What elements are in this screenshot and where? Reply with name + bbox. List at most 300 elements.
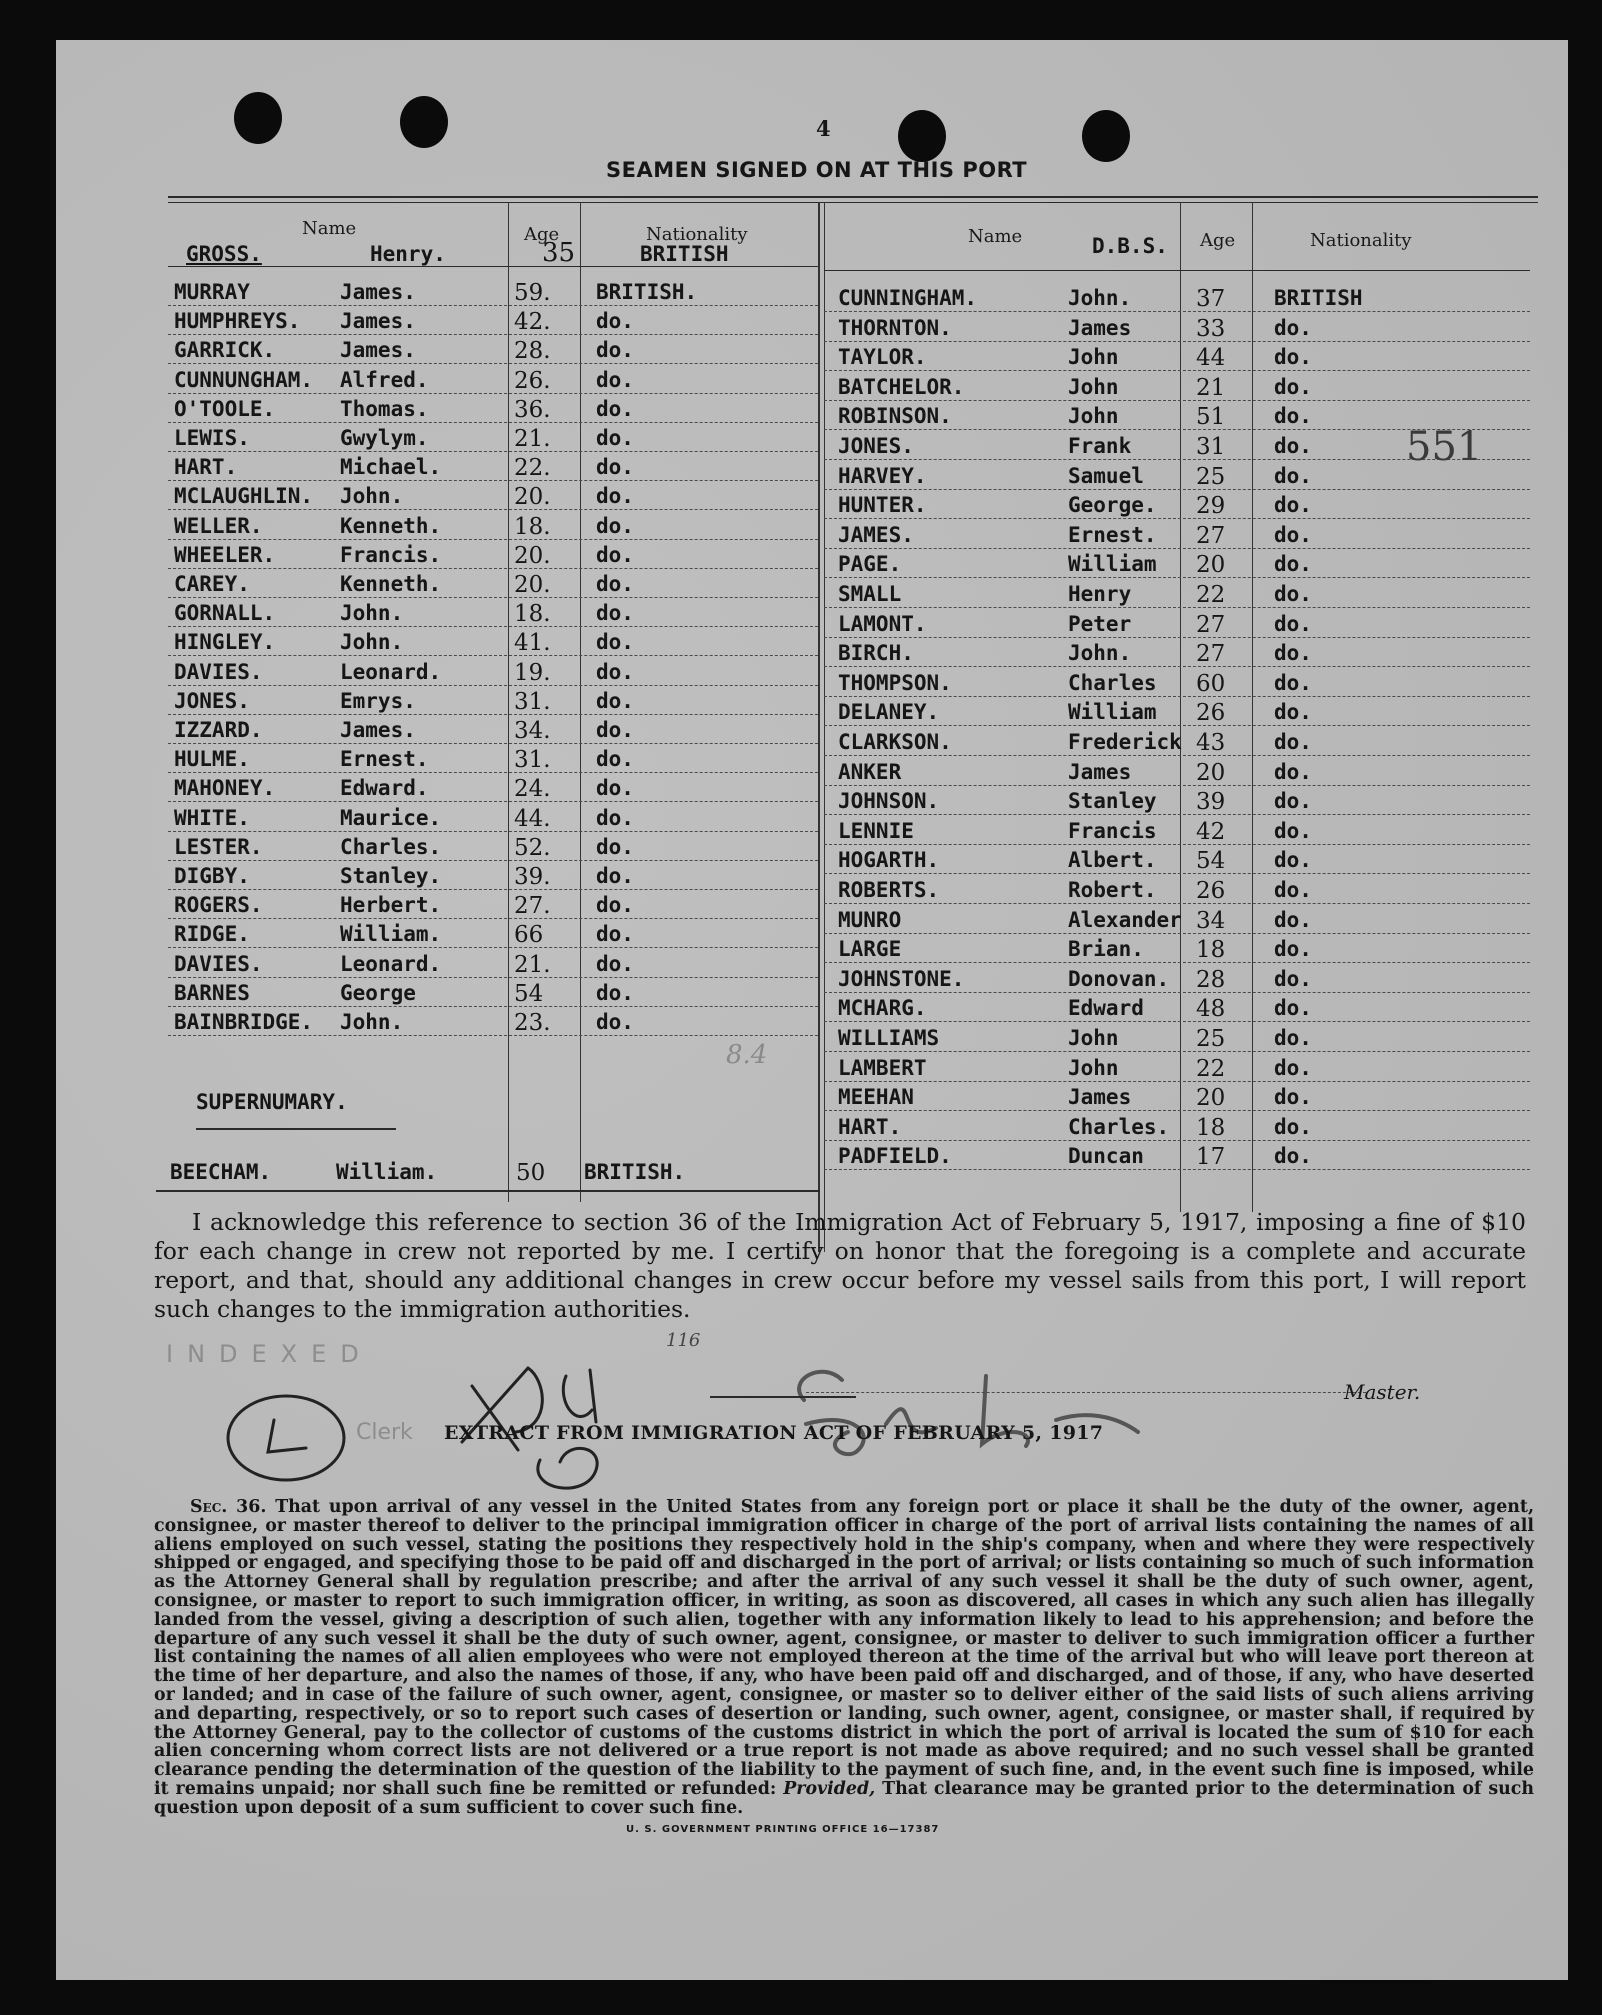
column-rule: [1252, 202, 1253, 1212]
nationality: do.: [596, 805, 634, 830]
row-rule: [168, 801, 818, 802]
punch-hole: [1082, 110, 1130, 162]
nationality: do.: [596, 601, 634, 626]
clerk-stamp: Clerk: [356, 1420, 413, 1445]
table-bottom-rule: [156, 1190, 820, 1192]
row-rule: [824, 1140, 1530, 1141]
given-name: William.: [340, 922, 442, 947]
column-rule: [508, 202, 509, 1202]
given-name: Michael.: [340, 455, 442, 480]
age: 54: [514, 980, 544, 1007]
row-rule: [824, 814, 1530, 815]
header-nationality: Nationality: [646, 224, 748, 245]
surname: ANKER: [838, 759, 902, 784]
punch-hole: [400, 96, 448, 148]
nationality: do.: [1274, 1026, 1312, 1050]
given-name: James.: [340, 338, 416, 363]
surname: MAHONEY.: [174, 776, 276, 801]
age: 59.: [514, 280, 551, 306]
surname: HARVEY.: [838, 463, 927, 488]
header-age: Age: [1200, 230, 1236, 251]
nationality: do.: [1274, 522, 1312, 547]
row-rule: [824, 577, 1530, 578]
given-name: John.: [1068, 641, 1132, 666]
row-rule: [824, 933, 1530, 934]
row-rule: [824, 518, 1530, 519]
given-name: Gwylym.: [340, 426, 429, 450]
header-age: Age: [524, 224, 560, 245]
age: 50: [516, 1160, 546, 1186]
surname: JOHNSON.: [838, 789, 940, 814]
nationality: do.: [596, 338, 634, 363]
row-rule: [824, 1051, 1530, 1052]
age: 24.: [514, 776, 551, 803]
row-rule: [168, 977, 818, 978]
signature-line: [710, 1396, 856, 1398]
row-rule: [168, 714, 818, 715]
given-name: John.: [340, 601, 404, 626]
row-rule: [824, 607, 1530, 608]
age: 19.: [514, 659, 551, 686]
section-body: That upon arrival of any vessel in the United States from any foreign port or place it shall be the duty of the owner, agent, consignee, or master thereof to deliver to the principal immigration officer in charge of the port of arrival lists containing the names of all aliens employed on such vessel, stating the positions they respectively hold in the ship's company, when and where they were respectively shipped or engaged, and specifying those to be paid off and discharged in the port of arrival; or lists containing so much of such information as the Attorney General shall by regulation prescribe; and after the arrival of any such vessel it shall be the duty of such owner, agent, consignee, or master to report to such immigration officer, in writing, as soon as discovered, all cases in which any such alien has illegally landed from the vessel, giving a description of such alien, together with any information likely to lead to his apprehension; and before the departure of any such vessel it shall be the duty of such owner, agent, consignee, or master to deliver to such immigration officer a further list containing the names of all alien employees who were not employed thereon at the time of the arrival but who will leave port thereon at the time of her departure, and also the names of those, if any, who have been paid off and discharged, and of those, if any, who have deserted or landed; and in case of the failure of such owner, agent, consignee, or master so to deliver either of the said lists of such aliens arriving and departing, respectively, or so to report such cases of desertion or landing, such owner, agent, consignee, or master shall, if required by the Attorney General, pay to the collector of customs of the customs district in which the port of arrival is located the sum of $10 for each alien concerning whom correct lists are not delivered or a true report is not made as above required; and no such vessel shall be granted clearance pending the determination of the question of the liability to the payment of such fine, and, in the event such fine is imposed, while it remains unpaid; nor shall such fine be remitted or refunded:: [154, 1497, 1535, 1799]
age: 28: [1196, 966, 1226, 993]
punch-hole: [234, 92, 282, 144]
given-name: Ernest.: [340, 747, 429, 772]
nationality: do.: [1274, 730, 1312, 754]
surname: BEECHAM.: [170, 1160, 272, 1184]
nationality: do.: [596, 426, 634, 450]
given-name: Duncan: [1068, 1144, 1144, 1169]
surname: WELLER.: [174, 513, 263, 538]
header-nationality: Nationality: [1310, 230, 1412, 251]
nationality: do.: [1274, 404, 1312, 429]
given-name: George.: [1068, 493, 1157, 518]
row-rule: [168, 393, 818, 394]
age: 39: [1196, 789, 1226, 816]
acknowledgement-body: I acknowledge this reference to section 36 of the Immigration Act of February 5, 1917, imposing a fine of $10 for each change in crew not reported by me. I certify on honor that the foregoing is a complete and accurate report, and that, should any additional changes in crew occur before my vessel sails from this port, I will report such changes to the immigration authorities.: [154, 1208, 1526, 1323]
surname: O'TOOLE.: [174, 396, 276, 421]
row-rule: [824, 755, 1530, 756]
nationality: do.: [596, 659, 634, 684]
surname: WHITE.: [174, 805, 250, 830]
surname: JONES.: [838, 434, 914, 458]
age: 44.: [514, 805, 551, 832]
nationality: do.: [596, 718, 634, 742]
given-name: Samuel: [1068, 463, 1144, 488]
nationality: do.: [596, 951, 634, 976]
row-rule: [168, 655, 818, 656]
row-rule: [168, 889, 818, 890]
given-name: James: [1068, 315, 1132, 340]
surname: MCHARG.: [838, 996, 927, 1021]
age: 28.: [514, 338, 551, 365]
age: 54: [1196, 848, 1226, 875]
row-rule: [168, 626, 818, 627]
nationality: do.: [1274, 878, 1312, 902]
age: 36.: [514, 396, 551, 423]
given-name: William: [1068, 552, 1157, 577]
age: 37: [1196, 286, 1226, 312]
age: 51: [1196, 404, 1226, 431]
given-name: Emrys.: [340, 688, 416, 713]
row-rule: [168, 947, 818, 948]
nationality: do.: [596, 864, 634, 888]
row-rule: [168, 451, 818, 452]
surname: GARRICK.: [174, 338, 276, 363]
age: 20: [1196, 759, 1226, 786]
stamp-letter: [268, 1420, 306, 1452]
nationality: do.: [596, 367, 634, 392]
surname: ROBINSON.: [838, 404, 952, 429]
surname: WILLIAMS: [838, 1026, 940, 1050]
surname: LEWIS.: [174, 426, 250, 450]
age: 22: [1196, 1055, 1226, 1082]
age: 66: [514, 922, 544, 949]
nationality: do.: [596, 396, 634, 421]
age: 18: [1196, 1114, 1226, 1141]
row-rule: [168, 568, 818, 569]
nationality: do.: [1274, 1085, 1312, 1110]
table-top-rule: [168, 202, 1538, 203]
nationality: do.: [1274, 1114, 1312, 1139]
surname: JOHNSTONE.: [838, 966, 965, 991]
age: 27.: [514, 893, 551, 920]
extract-title: EXTRACT FROM IMMIGRATION ACT OF FEBRUARY 5, 1917: [444, 1422, 1104, 1444]
age: 34.: [514, 718, 551, 744]
nationality: do.: [596, 776, 634, 801]
surname: DELANEY.: [838, 700, 940, 725]
age: 26: [1196, 700, 1226, 727]
age: 31: [1196, 434, 1226, 460]
nationality: do.: [596, 980, 634, 1005]
margin-note: 8.4: [726, 1040, 768, 1070]
surname: JAMES.: [838, 522, 914, 547]
given-name: John.: [340, 484, 404, 509]
nationality: do.: [1274, 670, 1312, 695]
surname: HUMPHREYS.: [174, 309, 301, 334]
nationality: do.: [596, 455, 634, 480]
row-rule: [168, 1035, 818, 1036]
row-rule: [824, 1110, 1530, 1111]
nationality: do.: [596, 688, 634, 713]
surname: PAGE.: [838, 552, 902, 577]
given-name: James.: [340, 309, 416, 334]
given-name: James: [1068, 759, 1132, 784]
given-name: Ernest.: [1068, 522, 1157, 547]
age: 43: [1196, 730, 1226, 756]
age: 44: [1196, 345, 1226, 372]
surname: MUNRO: [838, 907, 902, 932]
surname: MURRAY: [174, 280, 250, 304]
row-rule: [824, 548, 1530, 549]
age: 41.: [514, 630, 551, 657]
given-name: Thomas.: [340, 396, 429, 421]
given-name: Peter: [1068, 611, 1132, 636]
age: 31.: [514, 747, 551, 774]
given-name: William.: [336, 1160, 438, 1184]
row-rule: [168, 597, 818, 598]
given-name: James: [1068, 1085, 1132, 1110]
stamp-number: 551: [1406, 424, 1483, 470]
given-name: John.: [340, 630, 404, 655]
surname: LAMBERT: [838, 1055, 927, 1080]
nationality: do.: [596, 309, 634, 334]
nationality: do.: [596, 630, 634, 655]
nationality: do.: [1274, 434, 1312, 458]
age: 27: [1196, 611, 1226, 638]
given-name: Edward: [1068, 996, 1144, 1021]
printing-office-footer: U. S. GOVERNMENT PRINTING OFFICE 16—17387: [626, 1824, 940, 1835]
nationality: do.: [1274, 552, 1312, 577]
age: 26: [1196, 878, 1226, 904]
given-name: Donovan.: [1068, 966, 1170, 991]
age: 20: [1196, 1085, 1226, 1112]
age: 20.: [514, 572, 551, 598]
surname: HOGARTH.: [838, 848, 940, 873]
surname: SMALL: [838, 582, 902, 606]
surname: HART.: [838, 1114, 902, 1139]
nationality: do.: [1274, 582, 1312, 606]
surname: CAREY.: [174, 572, 250, 596]
surname: GORNALL.: [174, 601, 276, 626]
row-rule: [824, 962, 1530, 963]
given-name: John: [1068, 345, 1119, 370]
nationality: do.: [1274, 996, 1312, 1021]
row-rule: [168, 831, 818, 832]
nationality: do.: [1274, 818, 1312, 843]
given-name: John.: [1068, 286, 1132, 310]
nationality: BRITISH: [640, 242, 729, 266]
nationality: BRITISH.: [596, 280, 698, 304]
row-rule: [824, 903, 1530, 904]
row-rule: [824, 785, 1530, 786]
age: 20: [1196, 552, 1226, 579]
nationality: do.: [596, 572, 634, 596]
table-top-rule: [168, 196, 1538, 198]
given-name: Robert.: [1068, 878, 1157, 902]
age: 22.: [514, 455, 551, 482]
nationality: do.: [1274, 493, 1312, 518]
nationality: do.: [596, 893, 634, 918]
surname: IZZARD.: [174, 718, 263, 742]
surname: RIDGE.: [174, 922, 250, 947]
nationality: BRITISH.: [584, 1160, 686, 1184]
page-title: SEAMEN SIGNED ON AT THIS PORT: [606, 158, 1028, 182]
section-tail: That clearance may be granted prior to the determination of such question upon deposit of a sum sufficient to cover such fine.: [154, 1778, 1534, 1818]
nationality: do.: [1274, 374, 1312, 399]
surname: HULME.: [174, 747, 250, 772]
age: 35: [542, 238, 576, 268]
nationality: do.: [596, 747, 634, 772]
surname: HART.: [174, 455, 238, 480]
surname: WHEELER.: [174, 542, 276, 567]
row-rule: [824, 844, 1530, 845]
row-rule: [824, 1081, 1530, 1082]
nationality: do.: [1274, 848, 1312, 873]
age: 18.: [514, 601, 551, 628]
row-rule: [168, 772, 818, 773]
master-label: Master.: [1344, 1380, 1421, 1404]
given-name: Alfred.: [340, 367, 429, 392]
section-36-text: [154, 1498, 1534, 1818]
age: 42: [1196, 818, 1226, 845]
age: 42.: [514, 309, 551, 336]
row-rule: [824, 992, 1530, 993]
surname: MEEHAN: [838, 1085, 914, 1110]
row-rule: [168, 509, 818, 510]
age: 18: [1196, 937, 1226, 964]
supernumerary-label: SUPERNUMARY.: [196, 1090, 348, 1114]
given-name: Kenneth.: [340, 513, 442, 538]
row-rule: [824, 341, 1530, 342]
nationality: do.: [596, 484, 634, 509]
handwritten-initials: [538, 1448, 597, 1488]
age: 20.: [514, 484, 551, 511]
nationality: do.: [1274, 345, 1312, 370]
surname: DAVIES.: [174, 951, 263, 976]
given-name: Henry.: [370, 242, 446, 266]
given-name: Stanley: [1068, 789, 1157, 814]
age: 52.: [514, 834, 551, 861]
document-page: [56, 40, 1568, 1980]
given-name: Charles.: [1068, 1114, 1170, 1139]
nationality: do.: [596, 922, 634, 947]
signature-markings: [156, 1340, 1556, 1500]
column-rule: [580, 202, 581, 1202]
row-rule: [824, 489, 1530, 490]
age: 31.: [514, 688, 551, 715]
row-rule: [168, 918, 818, 919]
surname: THOMPSON.: [838, 670, 952, 695]
column-rule: [824, 202, 825, 1252]
signature-line: [806, 1392, 1366, 1393]
nationality: do.: [1274, 966, 1312, 991]
nationality: do.: [596, 542, 634, 567]
surname: PADFIELD.: [838, 1144, 952, 1169]
surname: LENNIE: [838, 818, 914, 843]
age: 22: [1196, 582, 1226, 608]
row-rule: [168, 860, 818, 861]
age: 18.: [514, 513, 551, 540]
given-name: James.: [340, 280, 416, 304]
surname: BARNES: [174, 980, 250, 1005]
surname: GROSS.: [186, 242, 262, 266]
age: 34: [1196, 907, 1226, 934]
given-name: John.: [340, 1010, 404, 1034]
nationality: do.: [1274, 937, 1312, 962]
row-rule: [168, 480, 818, 481]
row-rule: [824, 696, 1530, 697]
row-rule: [824, 270, 1530, 271]
surname: LARGE: [838, 937, 902, 962]
given-name: Kenneth.: [340, 572, 442, 596]
given-name: Alexander: [1068, 907, 1182, 932]
surname: BATCHELOR.: [838, 374, 965, 399]
given-name: Stanley.: [340, 864, 442, 888]
nationality: do.: [1274, 611, 1312, 636]
given-name: Francis: [1068, 818, 1157, 843]
surname: CLARKSON.: [838, 730, 952, 754]
given-name: John: [1068, 374, 1119, 399]
given-name: Leonard.: [340, 951, 442, 976]
surname: TAYLOR.: [838, 345, 927, 370]
page-number: 4: [816, 116, 831, 141]
surname: HINGLEY.: [174, 630, 276, 655]
given-name: Maurice.: [340, 805, 442, 830]
age: 25: [1196, 1026, 1226, 1052]
given-name: Charles.: [340, 834, 442, 859]
row-rule: [168, 266, 818, 267]
given-name: William: [1068, 700, 1157, 725]
row-rule: [168, 305, 818, 306]
nationality: do.: [1274, 315, 1312, 340]
row-rule: [824, 1169, 1530, 1170]
header-dbs: D.B.S.: [1092, 234, 1168, 258]
row-rule: [824, 1021, 1530, 1022]
surname: LESTER.: [174, 834, 263, 859]
age: 23.: [514, 1010, 551, 1036]
surname: BAINBRIDGE.: [174, 1010, 314, 1034]
age: 27: [1196, 522, 1226, 549]
row-rule: [824, 666, 1530, 667]
given-name: John: [1068, 1026, 1119, 1050]
nationality: do.: [596, 513, 634, 538]
surname: CUNNUNGHAM.: [174, 367, 314, 392]
nationality: BRITISH: [1274, 286, 1363, 310]
given-name: John: [1068, 404, 1119, 429]
row-rule: [824, 873, 1530, 874]
age: 39.: [514, 864, 551, 890]
provided-word: Provided,: [783, 1778, 876, 1799]
row-rule: [168, 685, 818, 686]
nationality: do.: [1274, 789, 1312, 814]
age: 48: [1196, 996, 1226, 1023]
row-rule: [824, 400, 1530, 401]
row-rule: [168, 334, 818, 335]
given-name: Brian.: [1068, 937, 1144, 962]
age: 20.: [514, 542, 551, 569]
row-rule: [824, 311, 1530, 312]
nationality: do.: [1274, 1144, 1312, 1169]
column-rule: [1180, 202, 1181, 1212]
given-name: George: [340, 980, 416, 1005]
nationality: do.: [1274, 907, 1312, 932]
age: 17: [1196, 1144, 1226, 1171]
given-name: Frank: [1068, 434, 1132, 458]
supernumerary-rule: [196, 1128, 396, 1130]
age: 25: [1196, 463, 1226, 490]
header-name: Name: [968, 226, 1023, 247]
age: 60: [1196, 670, 1226, 697]
row-rule: [168, 1006, 818, 1007]
nationality: do.: [1274, 641, 1312, 666]
surname: JONES.: [174, 688, 250, 713]
nationality: do.: [1274, 759, 1312, 784]
surname: HUNTER.: [838, 493, 927, 518]
nationality: do.: [1274, 463, 1312, 488]
given-name: Henry: [1068, 582, 1132, 606]
age: 27: [1196, 641, 1226, 668]
age: 21: [1196, 374, 1226, 401]
surname: MCLAUGHLIN.: [174, 484, 314, 509]
surname: CUNNINGHAM.: [838, 286, 978, 310]
surname: DAVIES.: [174, 659, 263, 684]
row-rule: [824, 725, 1530, 726]
column-rule: [818, 202, 820, 1252]
header-name: Name: [302, 218, 357, 239]
annotation-number: 116: [666, 1330, 701, 1351]
nationality: do.: [1274, 700, 1312, 725]
